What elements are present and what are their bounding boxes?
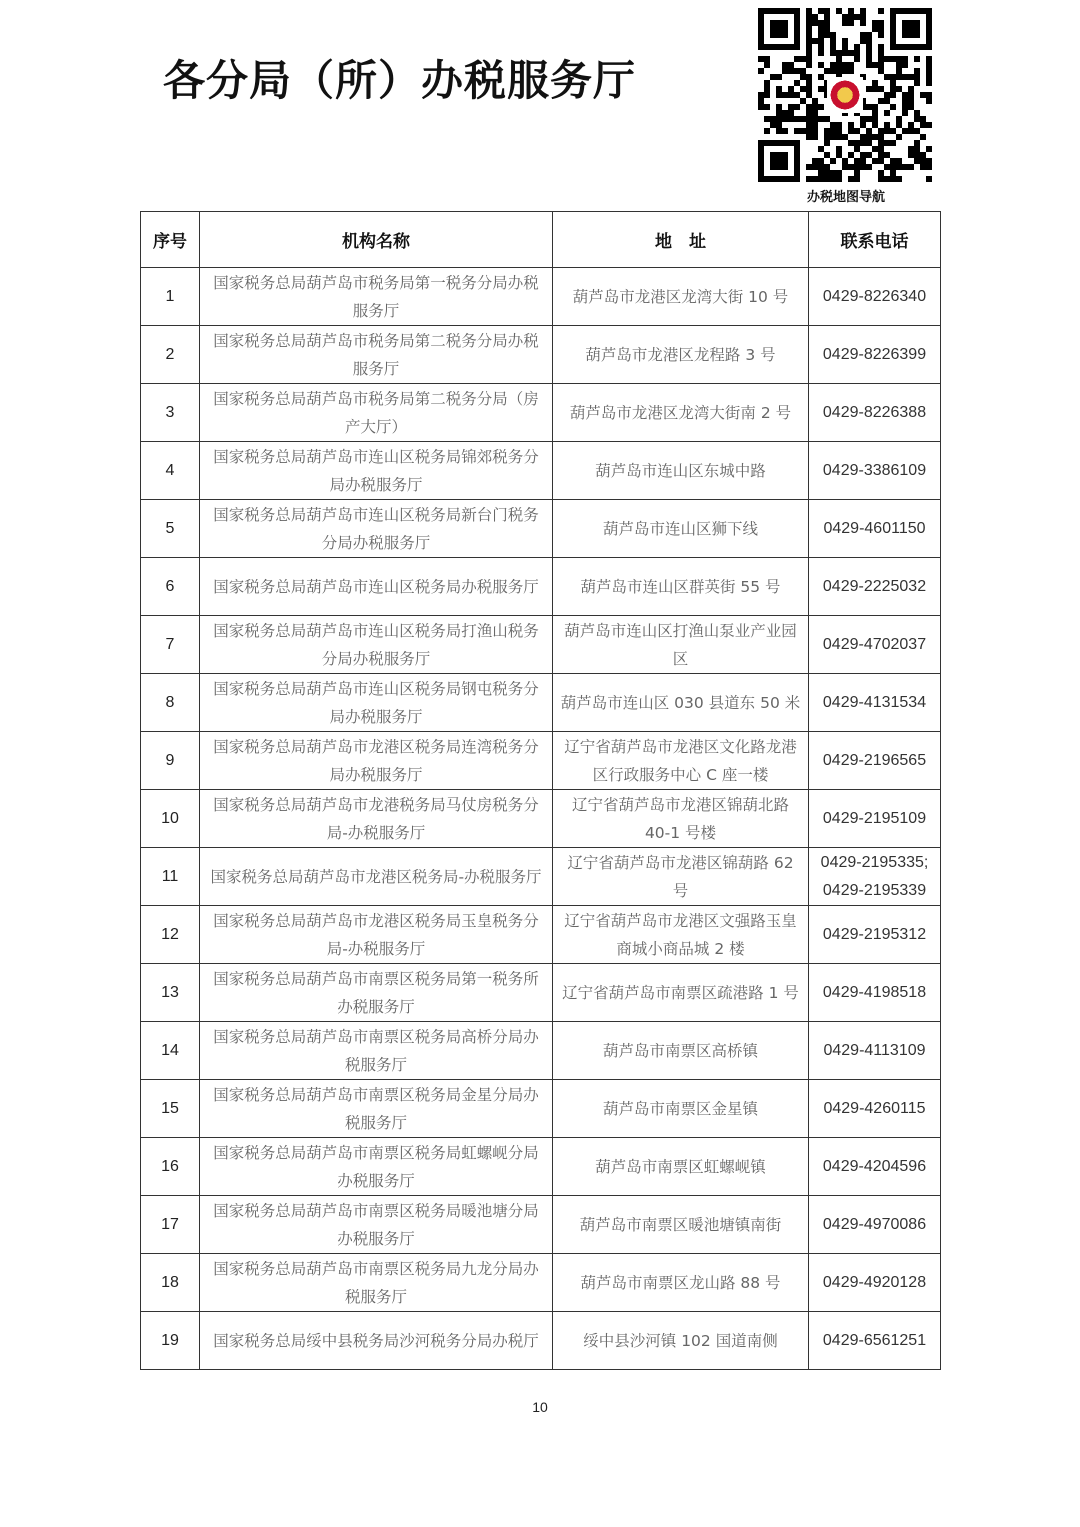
address: 葫芦岛市连山区打渔山泵业产业园区 <box>553 616 809 674</box>
address: 葫芦岛市南票区龙山路 88 号 <box>553 1254 809 1312</box>
phone-number: 0429-4601150 <box>809 500 941 558</box>
phone-number: 0429-4970086 <box>809 1196 941 1254</box>
header-phone: 联系电话 <box>809 212 941 268</box>
row-number: 13 <box>141 964 200 1022</box>
table-row <box>141 442 941 500</box>
organization-name: 国家税务总局绥中县税务局沙河税务分局办税厅 <box>200 1312 553 1370</box>
table-row <box>141 790 941 848</box>
phone-number: 0429-4198518 <box>809 964 941 1022</box>
phone-number: 0429-3386109 <box>809 442 941 500</box>
row-number: 3 <box>141 384 200 442</box>
row-number: 6 <box>141 558 200 616</box>
organization-name: 国家税务总局葫芦岛市龙港税务局马仗房税务分局-办税服务厅 <box>200 790 553 848</box>
organization-name: 国家税务总局葫芦岛市连山区税务局新台门税务分局办税服务厅 <box>200 500 553 558</box>
organization-name: 国家税务总局葫芦岛市龙港区税务局玉皇税务分局-办税服务厅 <box>200 906 553 964</box>
phone-number: 0429-4702037 <box>809 616 941 674</box>
phone-number: 0429-4113109 <box>809 1022 941 1080</box>
header-serial-number: 序号 <box>141 212 200 268</box>
organization-name: 国家税务总局葫芦岛市连山区税务局打渔山税务分局办税服务厅 <box>200 616 553 674</box>
phone-number: 0429-8226340 <box>809 268 941 326</box>
table-row <box>141 326 941 384</box>
phone-number: 0429-4260115 <box>809 1080 941 1138</box>
qr-caption: 办税地图导航 <box>806 190 885 205</box>
row-number: 18 <box>141 1254 200 1312</box>
address: 辽宁省葫芦岛市龙港区锦葫北路 40-1 号楼 <box>553 790 809 848</box>
row-number: 2 <box>141 326 200 384</box>
table-row <box>141 964 941 1022</box>
organization-name: 国家税务总局葫芦岛市连山区税务局钢屯税务分局办税服务厅 <box>200 674 553 732</box>
organization-name: 国家税务总局葫芦岛市南票区税务局九龙分局办税服务厅 <box>200 1254 553 1312</box>
address: 葫芦岛市龙港区龙湾大街 10 号 <box>553 268 809 326</box>
table-row <box>141 674 941 732</box>
row-number: 14 <box>141 1022 200 1080</box>
table-row <box>141 616 941 674</box>
address: 葫芦岛市南票区金星镇 <box>553 1080 809 1138</box>
organization-name: 国家税务总局葫芦岛市南票区税务局暖池塘分局办税服务厅 <box>200 1196 553 1254</box>
header-address: 地 址 <box>553 212 809 268</box>
table-row <box>141 848 941 906</box>
phone-number: 0429-4131534 <box>809 674 941 732</box>
organization-name: 国家税务总局葫芦岛市南票区税务局金星分局办税服务厅 <box>200 1080 553 1138</box>
table-row <box>141 1196 941 1254</box>
address: 葫芦岛市连山区群英街 55 号 <box>553 558 809 616</box>
row-number: 5 <box>141 500 200 558</box>
row-number: 12 <box>141 906 200 964</box>
table-row <box>141 1080 941 1138</box>
address: 葫芦岛市龙港区龙湾大街南 2 号 <box>553 384 809 442</box>
address: 葫芦岛市南票区高桥镇 <box>553 1022 809 1080</box>
organization-name: 国家税务总局葫芦岛市龙港区税务局-办税服务厅 <box>200 848 553 906</box>
organization-name: 国家税务总局葫芦岛市税务局第二税务分局（房产大厅） <box>200 384 553 442</box>
table-header-row <box>141 212 941 268</box>
qr-code-icon <box>758 8 932 182</box>
table-row <box>141 1138 941 1196</box>
phone-number: 0429-2195335; 0429-2195339 <box>809 848 941 906</box>
tax-office-table <box>140 211 941 1370</box>
address: 辽宁省葫芦岛市龙港区文强路玉皇商城小商品城 2 楼 <box>553 906 809 964</box>
phone-number: 0429-4920128 <box>809 1254 941 1312</box>
phone-number: 0429-6561251 <box>809 1312 941 1370</box>
address: 辽宁省葫芦岛市龙港区锦葫路 62 号 <box>553 848 809 906</box>
row-number: 10 <box>141 790 200 848</box>
page-number: 10 <box>532 1399 548 1415</box>
table-row <box>141 1022 941 1080</box>
table-row <box>141 1312 941 1370</box>
page-title: 各分局（所）办税服务厅 <box>163 56 637 105</box>
organization-name: 国家税务总局葫芦岛市南票区税务局第一税务所办税服务厅 <box>200 964 553 1022</box>
row-number: 9 <box>141 732 200 790</box>
row-number: 7 <box>141 616 200 674</box>
row-number: 11 <box>141 848 200 906</box>
table-row <box>141 500 941 558</box>
address: 辽宁省葫芦岛市龙港区文化路龙港区行政服务中心 C 座一楼 <box>553 732 809 790</box>
table-row <box>141 558 941 616</box>
row-number: 15 <box>141 1080 200 1138</box>
address: 绥中县沙河镇 102 国道南侧 <box>553 1312 809 1370</box>
qr-code-block <box>758 8 934 205</box>
tax-emblem-icon <box>827 77 863 113</box>
address: 葫芦岛市南票区虹螺岘镇 <box>553 1138 809 1196</box>
row-number: 19 <box>141 1312 200 1370</box>
organization-name: 国家税务总局葫芦岛市连山区税务局办税服务厅 <box>200 558 553 616</box>
address: 葫芦岛市连山区 030 县道东 50 米 <box>553 674 809 732</box>
row-number: 17 <box>141 1196 200 1254</box>
phone-number: 0429-8226388 <box>809 384 941 442</box>
address: 葫芦岛市龙港区龙程路 3 号 <box>553 326 809 384</box>
organization-name: 国家税务总局葫芦岛市税务局第一税务分局办税服务厅 <box>200 268 553 326</box>
table-row <box>141 384 941 442</box>
organization-name: 国家税务总局葫芦岛市连山区税务局锦郊税务分局办税服务厅 <box>200 442 553 500</box>
phone-number: 0429-2196565 <box>809 732 941 790</box>
organization-name: 国家税务总局葫芦岛市税务局第二税务分局办税服务厅 <box>200 326 553 384</box>
phone-number: 0429-2195109 <box>809 790 941 848</box>
row-number: 16 <box>141 1138 200 1196</box>
row-number: 1 <box>141 268 200 326</box>
organization-name: 国家税务总局葫芦岛市南票区税务局高桥分局办税服务厅 <box>200 1022 553 1080</box>
table-row <box>141 1254 941 1312</box>
address: 辽宁省葫芦岛市南票区疏港路 1 号 <box>553 964 809 1022</box>
table-row <box>141 732 941 790</box>
row-number: 4 <box>141 442 200 500</box>
table-row <box>141 268 941 326</box>
organization-name: 国家税务总局葫芦岛市龙港区税务局连湾税务分局办税服务厅 <box>200 732 553 790</box>
organization-name: 国家税务总局葫芦岛市南票区税务局虹螺岘分局办税服务厅 <box>200 1138 553 1196</box>
table-row <box>141 906 941 964</box>
address: 葫芦岛市连山区狮下线 <box>553 500 809 558</box>
address: 葫芦岛市南票区暖池塘镇南街 <box>553 1196 809 1254</box>
phone-number: 0429-2225032 <box>809 558 941 616</box>
phone-number: 0429-4204596 <box>809 1138 941 1196</box>
header-organization-name: 机构名称 <box>200 212 553 268</box>
phone-number: 0429-2195312 <box>809 906 941 964</box>
address: 葫芦岛市连山区东城中路 <box>553 442 809 500</box>
phone-number: 0429-8226399 <box>809 326 941 384</box>
row-number: 8 <box>141 674 200 732</box>
